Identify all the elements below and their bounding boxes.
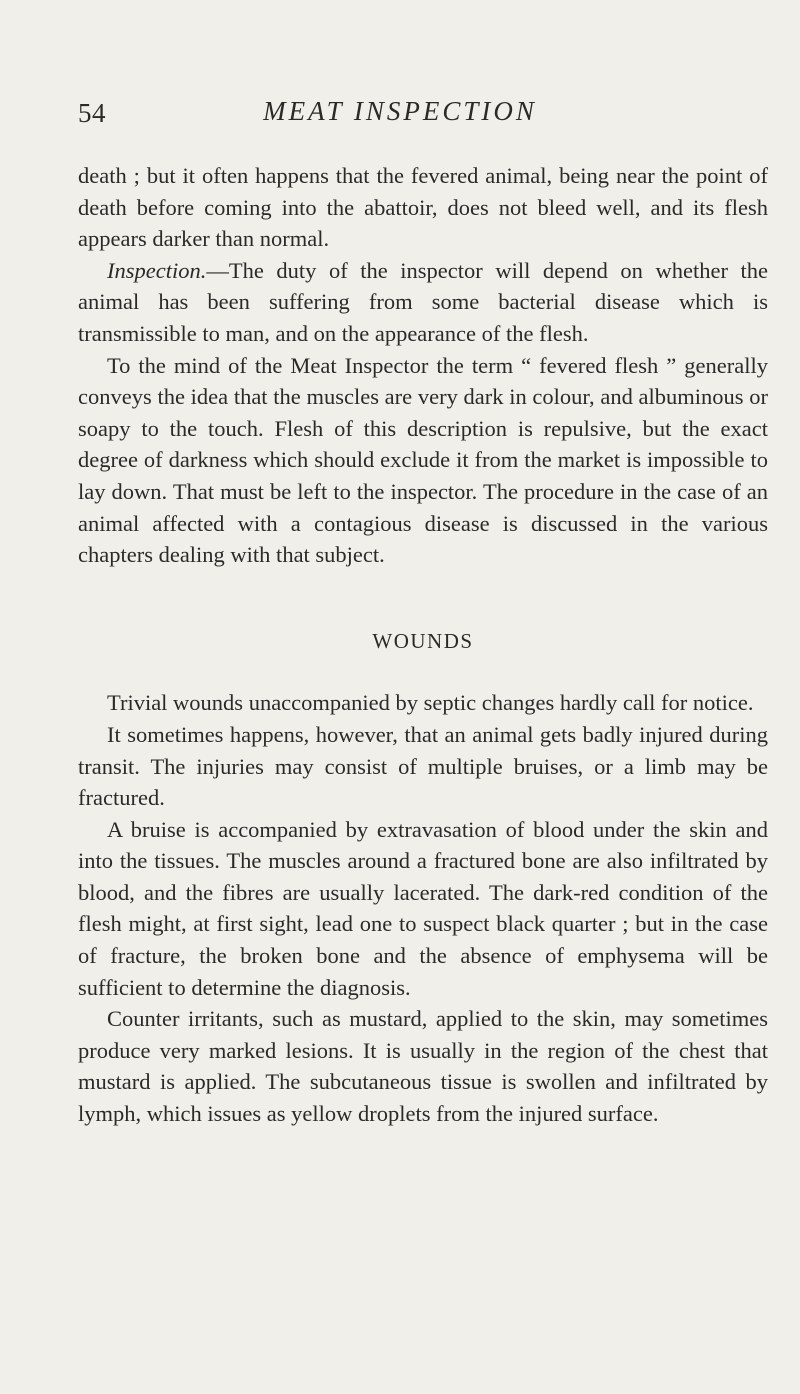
paragraph-inspection [78,255,768,350]
paragraph-counter-irritants: Counter irritants, such as mustard, applied to the skin, may sometimes produce very marked lesions. It is usually in the region of the chest that mustard is applied. The subcutaneous tissue is swollen and infiltrated by lymph, which issues as yellow droplets from the injured surface. [78,1006,768,1127]
paragraph-trivial-wounds: Trivial wounds unaccompanied by septic changes hardly call for notice. [107,690,754,716]
running-head: MEAT INSPECTION [263,96,537,126]
inspection-text: —The duty of the inspector will depend on whether the animal has been suffering from some bacterial disease which is transmissible to man, and on the appearance of the flesh. [78,257,768,346]
page-header [0,96,800,136]
inspection-sidehead: Inspection. [107,257,207,283]
paragraph-fevered-animal: death ; but it often happens that the fevered animal, being near the point of death before coming into the abattoir, does not bleed well, and its flesh appears darker than normal. [78,163,768,252]
page-number: 54 [78,98,106,128]
section-heading-wounds: WOUNDS [372,628,474,653]
paragraph-fevered-flesh: To the mind of the Meat Inspector the term “ fevered flesh ” generally conveys the idea that the muscles are very dark in colour, and albuminous or soapy to the touch. Flesh of this description is repulsive, but the exact degree of darkness which should exclude it from the market is impossible to lay down. That must be left to the inspector. The procedure in the case of an animal affected with a contagious disease is discussed in the various chapters dealing with that subject. [78,352,768,568]
paragraph-bruise: A bruise is accompanied by extravasation of blood under the skin and into the tissues. The muscles around a fractured bone are also infiltrated by blood, and the fibres are usually lacerated. The dark-red condition of the flesh might, at first sight, lead one to suspect black quarter ; but in the case of fracture, the broken bone and the absence of emphysema will be sufficient to determine the diagnosis. [78,816,768,1000]
paragraph-transit-injuries: It sometimes happens, however, that an animal gets badly injured during transit. The injuries may consist of multiple bruises, or a limb may be fractured. [78,721,768,811]
body-text [78,160,768,1130]
